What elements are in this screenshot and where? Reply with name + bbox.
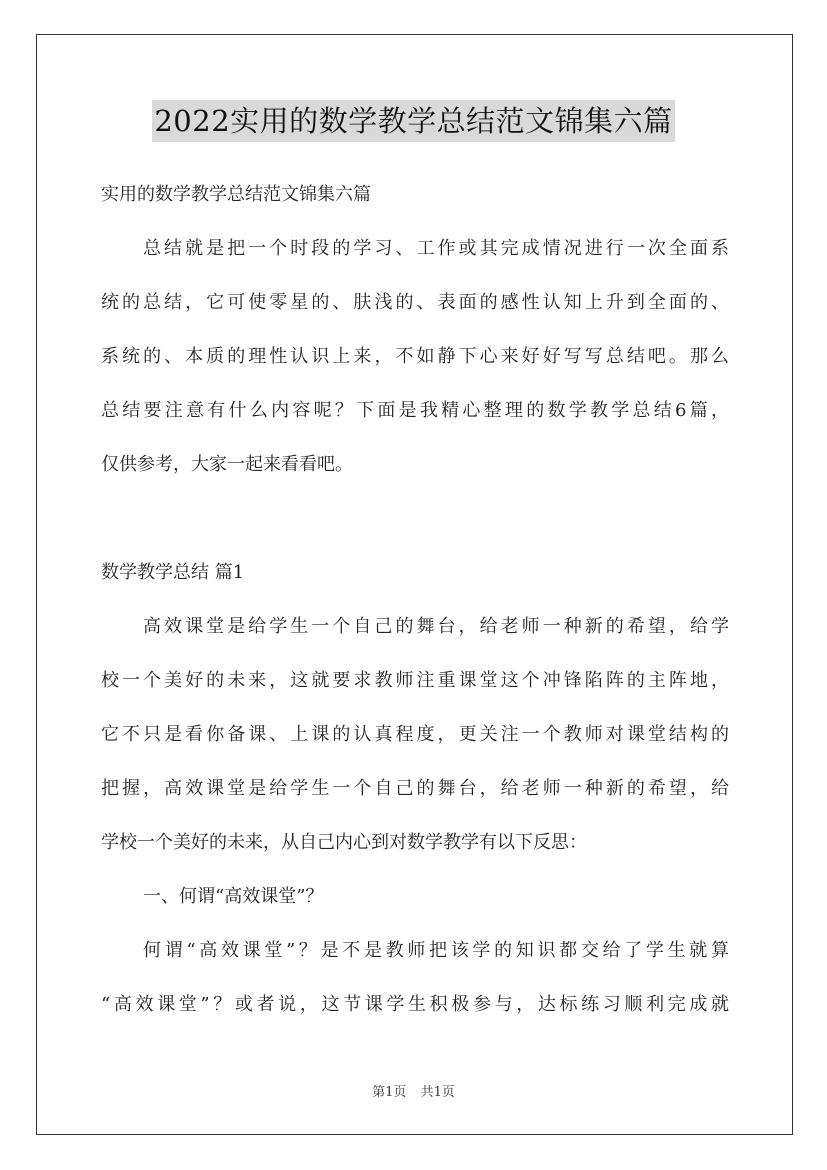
- section-heading: 数学教学总结 篇1: [101, 562, 245, 583]
- page-number: 第1页: [372, 1085, 407, 1100]
- document-subtitle: 实用的数学教学总结范文锦集六篇: [101, 184, 371, 205]
- section1-line: 把握，高效课堂是给学生一个自己的舞台，给老师一种新的希望，给: [101, 778, 729, 799]
- section1-line: 高效课堂是给学生一个自己的舞台，给老师一种新的希望，给学: [143, 616, 729, 637]
- paragraph-gap: [101, 492, 729, 546]
- section1-line: 它不只是看你备课、上课的认真程度，更关注一个教师对课堂结构的: [101, 724, 729, 745]
- document-body: [101, 168, 729, 1032]
- document-title: 2022实用的数学教学总结范文锦集六篇: [152, 100, 674, 142]
- intro-line: 仅供参考，大家一起来看看吧。: [101, 454, 353, 475]
- subheading: 一、何谓“高效课堂”？: [143, 886, 324, 907]
- intro-line: 总结就是把一个时段的学习、工作或其完成情况进行一次全面系: [143, 238, 729, 259]
- section1-line: 校一个美好的未来，这就要求教师注重课堂这个冲锋陷阵的主阵地，: [101, 670, 729, 691]
- page-footer: [0, 1081, 827, 1100]
- intro-line: 统的总结，它可使零星的、肤浅的、表面的感性认知上升到全面的、: [101, 292, 729, 313]
- title-container: [0, 100, 827, 142]
- total-pages: 共1页: [420, 1085, 455, 1100]
- intro-line: 总结要注意有什么内容呢？下面是我精心整理的数学教学总结6篇，: [101, 400, 729, 421]
- paragraph-line: “高效课堂”？或者说，这节课学生积极参与，达标练习顺利完成就: [101, 994, 729, 1015]
- intro-line: 系统的、本质的理性认识上来，不如静下心来好好写写总结吧。那么: [101, 346, 729, 367]
- paragraph-line: 何谓“高效课堂”？是不是教师把该学的知识都交给了学生就算: [143, 940, 729, 961]
- section1-line: 学校一个美好的未来，从自己内心到对数学教学有以下反思：: [101, 832, 587, 853]
